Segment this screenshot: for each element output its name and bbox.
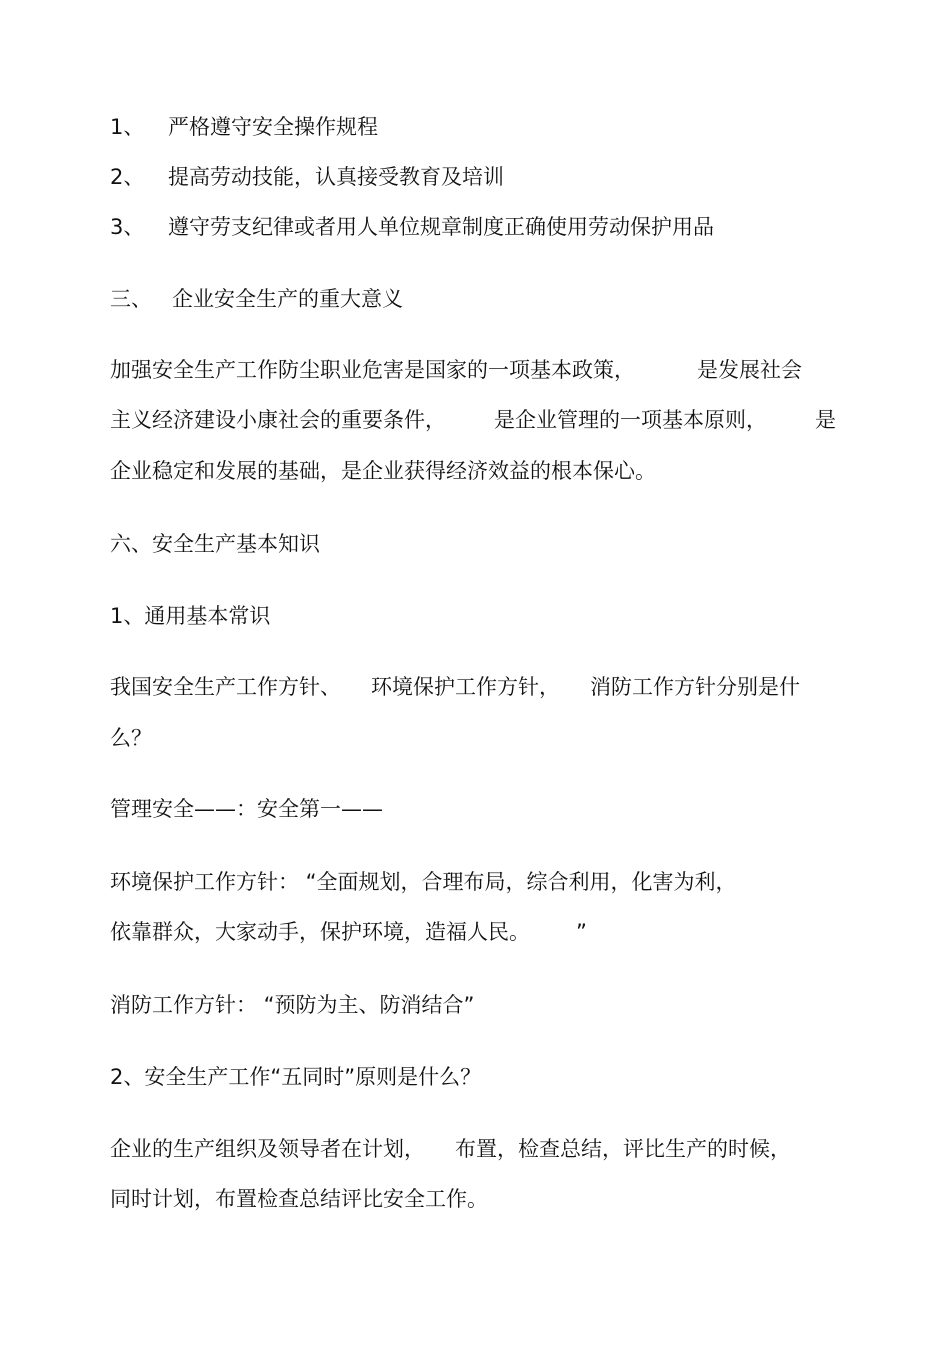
- text-span: 是企业管理的一项基本原则，: [494, 408, 767, 432]
- list-number: 1、: [110, 115, 145, 139]
- text-span: 环境保护工作方针，: [371, 675, 560, 699]
- paragraph-line: [110, 1135, 791, 1163]
- subsection-heading: 1、通用基本常识: [110, 604, 271, 628]
- list-text: 遵守劳支纪律或者用人单位规章制度正确使用劳动保护用品: [168, 215, 714, 239]
- list-number: 3、: [110, 215, 145, 239]
- paragraph-line: [110, 457, 656, 485]
- text-span: 加强安全生产工作防尘职业危害是国家的一项基本政策，: [110, 358, 635, 382]
- paragraph-line: [110, 406, 836, 434]
- paragraph-line: 环境保护工作方针： “全面规划，合理布局，综合利用，化害为利，: [110, 870, 737, 894]
- list-text: 严格遵守安全操作规程: [168, 115, 378, 139]
- text-span: 企业稳定和发展的基础，是企业获得经济效益的根本保心。: [110, 459, 656, 483]
- paragraph-line: [110, 918, 587, 946]
- paragraph-line: 么？: [110, 726, 152, 750]
- list-item: [110, 163, 504, 191]
- text-span: 是: [815, 408, 836, 432]
- paragraph-line: [110, 673, 800, 701]
- text-span: 消防工作方针分别是什: [590, 675, 800, 699]
- paragraph-line: [110, 356, 802, 384]
- section-title: 企业安全生产的重大意义: [172, 287, 403, 311]
- list-item: [110, 213, 714, 241]
- subsection-heading: 2、安全生产工作“五同时”原则是什么？: [110, 1065, 482, 1089]
- text-span: 是发展社会: [697, 358, 802, 382]
- section-heading: [110, 285, 403, 313]
- section-heading: 六、安全生产基本知识: [110, 532, 320, 556]
- text-span: 依靠群众，大家动手，保护环境，造福人民。: [110, 920, 530, 944]
- text-span: 企业的生产组织及领导者在计划，: [110, 1137, 425, 1161]
- section-number: 三、: [110, 287, 152, 311]
- paragraph-line: 同时计划，布置检查总结评比安全工作。: [110, 1187, 488, 1211]
- paragraph-line: 消防工作方针： “预防为主、防消结合”: [110, 993, 475, 1017]
- text-span: ”: [576, 920, 587, 944]
- text-span: 布置，检查总结，评比生产的时候，: [455, 1137, 791, 1161]
- list-number: 2、: [110, 165, 145, 189]
- paragraph-line: 管理安全——：安全第一——: [110, 797, 383, 821]
- text-span: 我国安全生产工作方针、: [110, 675, 341, 699]
- list-item: [110, 113, 378, 141]
- list-text: 提高劳动技能，认真接受教育及培训: [168, 165, 504, 189]
- text-span: 主义经济建设小康社会的重要条件，: [110, 408, 446, 432]
